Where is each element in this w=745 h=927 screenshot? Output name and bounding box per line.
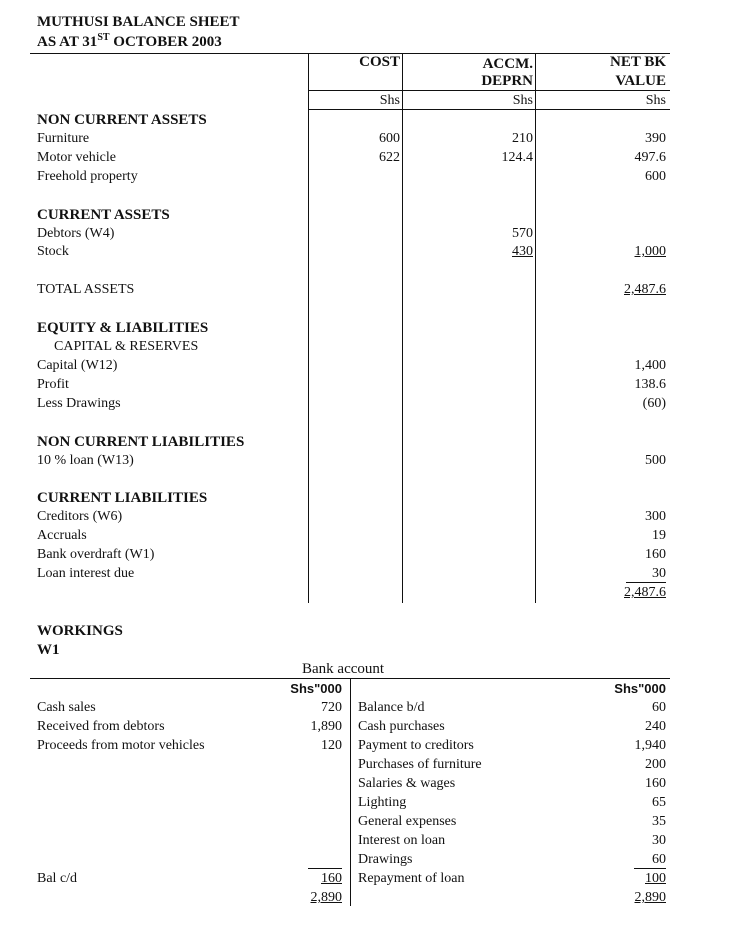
credit-amount: 100: [645, 871, 666, 886]
heading-non-current-liabilities: NON CURRENT LIABILITIES: [37, 434, 245, 450]
row-label: Stock: [37, 244, 69, 259]
row-depr: 124.4: [501, 150, 533, 165]
row-net: 19: [652, 528, 666, 543]
credit-label: Drawings: [358, 852, 413, 867]
bank-account-title: Bank account: [302, 661, 385, 677]
credit-label: Balance b/d: [358, 700, 425, 715]
unit-cost: Shs: [379, 93, 400, 108]
row-depr: 430: [512, 244, 533, 259]
liabilities-total: 2,487.6: [624, 585, 666, 600]
credit-total: 2,890: [634, 890, 666, 905]
heading-equity: EQUITY & LIABILITIES: [37, 320, 209, 336]
credit-amount: 200: [645, 757, 666, 772]
row-net: 500: [645, 453, 666, 468]
credit-amount: 160: [645, 776, 666, 791]
col-header-deprn: DEPRN: [481, 73, 533, 89]
row-label: Creditors (W6): [37, 509, 123, 524]
row-net: 1,400: [634, 358, 666, 373]
sheet-date: AS AT 31ST OCTOBER 2003: [37, 32, 222, 50]
row-label: 10 % loan (W13): [37, 453, 134, 468]
row-net: 600: [645, 169, 666, 184]
col-line-cost-right: [402, 53, 403, 603]
row-cost: 622: [379, 150, 400, 165]
sheet-title: MUTHUSI BALANCE SHEET: [37, 14, 240, 30]
credit-amount: 60: [652, 852, 666, 867]
credit-amount: 65: [652, 795, 666, 810]
row-cost: 600: [379, 131, 400, 146]
col-header-netbk: NET BK: [610, 54, 666, 70]
heading-current-assets: CURRENT ASSETS: [37, 207, 170, 223]
credit-amount: 30: [652, 833, 666, 848]
debit-label: Proceeds from motor vehicles: [37, 738, 205, 753]
row-net: 30: [652, 566, 666, 581]
credit-label: General expenses: [358, 814, 457, 829]
credit-label: Salaries & wages: [358, 776, 456, 791]
col-line-depr-right: [535, 53, 536, 603]
debit-amount: 720: [321, 700, 342, 715]
row-label: Motor vehicle: [37, 150, 116, 165]
credit-label: Purchases of furniture: [358, 757, 482, 772]
debit-label: Received from debtors: [37, 719, 165, 734]
credit-amount: 240: [645, 719, 666, 734]
row-label: Profit: [37, 377, 69, 392]
credit-label: Interest on loan: [358, 833, 446, 848]
bank-unit-right: Shs"000: [614, 681, 666, 696]
row-label: Furniture: [37, 131, 90, 146]
bank-account-divider: [350, 678, 351, 906]
unit-rule: [308, 109, 670, 110]
row-net: 160: [645, 547, 666, 562]
credit-amount: 60: [652, 700, 666, 715]
row-depr: 570: [512, 226, 533, 241]
debit-total: 2,890: [310, 890, 342, 905]
credit-label: Lighting: [358, 795, 407, 810]
col-header-cost: COST: [359, 54, 400, 70]
total-assets-label: TOTAL ASSETS: [37, 282, 135, 297]
credit-amount: 35: [652, 814, 666, 829]
workings-w1: W1: [37, 642, 60, 658]
col-header-accm: ACCM.: [482, 56, 533, 72]
credit-label: Payment to creditors: [358, 738, 474, 753]
debit-amount: 1,890: [310, 719, 342, 734]
credit-amount: 1,940: [634, 738, 666, 753]
row-label: Loan interest due: [37, 566, 135, 581]
row-label: Bank overdraft (W1): [37, 547, 155, 562]
row-net: 390: [645, 131, 666, 146]
credit-label: Repayment of loan: [358, 871, 465, 886]
debit-bal-label: Bal c/d: [37, 871, 78, 886]
row-net: 138.6: [634, 377, 666, 392]
row-label: Accruals: [37, 528, 87, 543]
heading-current-liabilities: CURRENT LIABILITIES: [37, 490, 208, 506]
row-label: Freehold property: [37, 169, 138, 184]
row-label: Less Drawings: [37, 396, 121, 411]
credit-rule: [634, 868, 666, 869]
row-net: (60): [642, 396, 666, 411]
total-assets-value: 2,487.6: [624, 282, 666, 297]
header-rule: [308, 90, 670, 91]
heading-non-current-assets: NON CURRENT ASSETS: [37, 112, 207, 128]
debit-amount: 120: [321, 738, 342, 753]
subheading-capital-reserves: CAPITAL & RESERVES: [54, 339, 199, 354]
subtotal-rule: [626, 582, 666, 583]
bank-unit-left: Shs"000: [290, 681, 342, 696]
row-net: 1,000: [634, 244, 666, 259]
col-header-value: VALUE: [615, 73, 666, 89]
row-label: Debtors (W4): [37, 226, 115, 241]
col-line-cost-left: [308, 53, 309, 603]
unit-net: Shs: [645, 93, 666, 108]
debit-label: Cash sales: [37, 700, 96, 715]
row-net: 497.6: [634, 150, 666, 165]
row-depr: 210: [512, 131, 533, 146]
credit-label: Cash purchases: [358, 719, 445, 734]
unit-depr: Shs: [512, 93, 533, 108]
debit-bal-amount: 160: [321, 871, 342, 886]
row-label: Capital (W12): [37, 358, 118, 373]
debit-rule: [308, 868, 342, 869]
row-net: 300: [645, 509, 666, 524]
heading-workings: WORKINGS: [37, 623, 123, 639]
